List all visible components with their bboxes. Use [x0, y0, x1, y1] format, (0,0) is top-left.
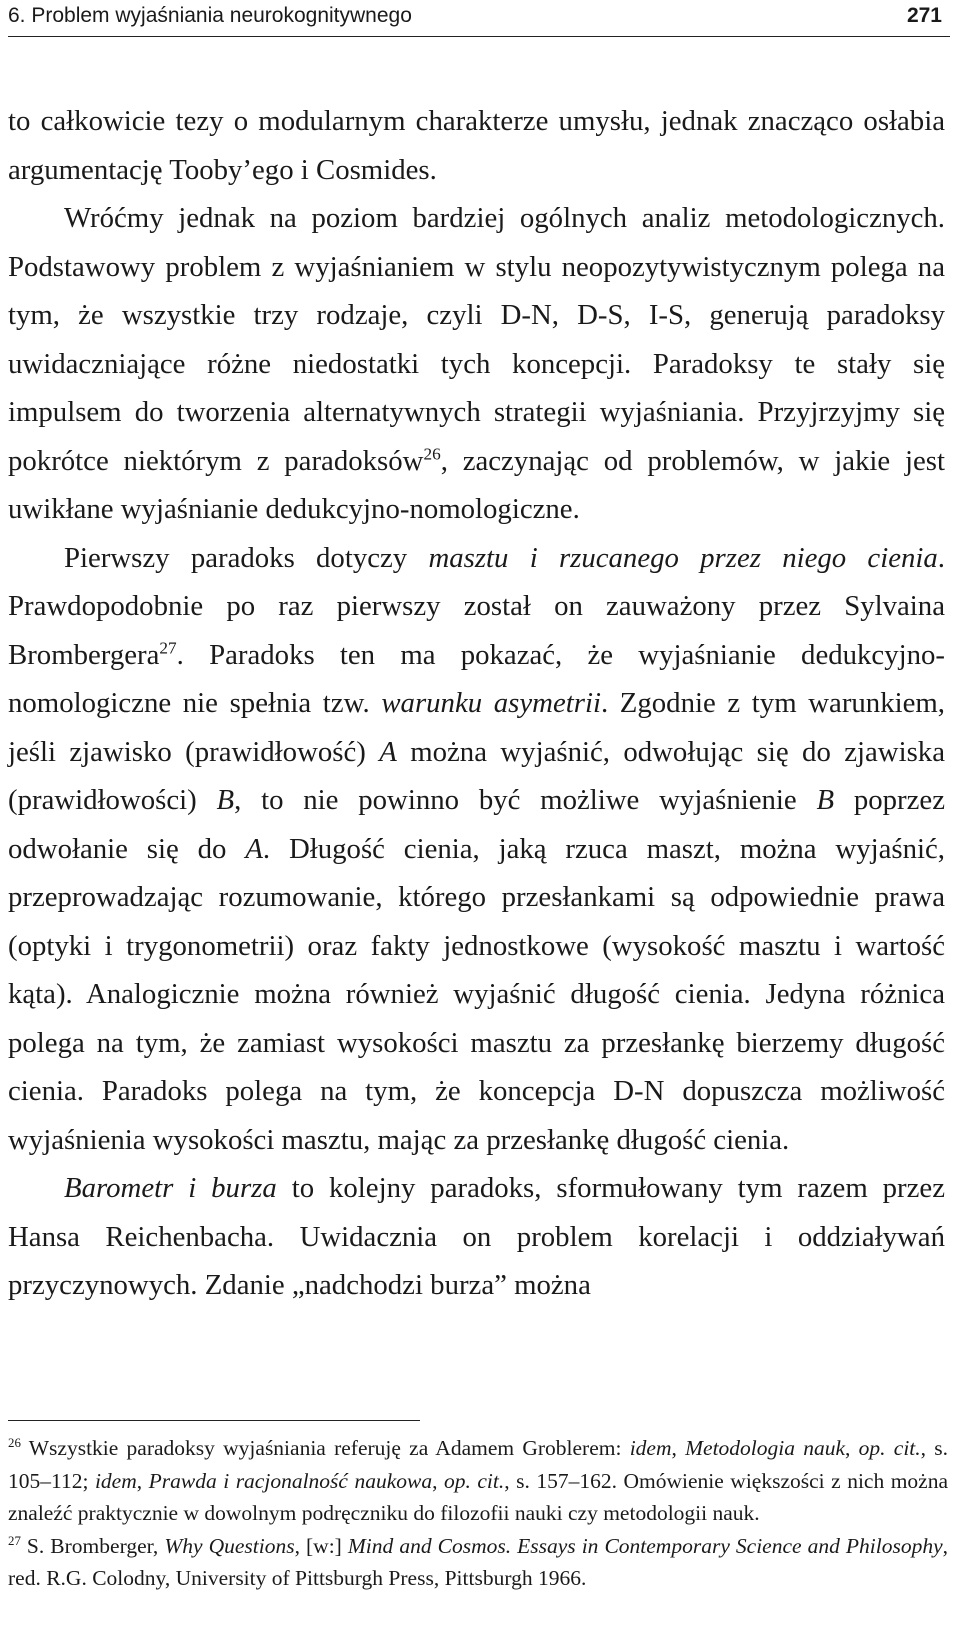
- footnote-text: ,: [432, 1468, 444, 1493]
- footnote-text: , s. 105–112;: [8, 1436, 949, 1493]
- paragraph-3-text-b: . Prawdopodobnie po raz pierwszy został on zauważony przez Sylvaina Brombergera: [8, 541, 945, 671]
- footnote-text: , s. 157–162. Omówienie większości z nich można znaleźć praktycznie w dowolnym podręczniku do filozofii nauki czy metodologii nauk.: [8, 1468, 949, 1525]
- paragraph-3-text-g: poprzez odwołanie się do: [8, 784, 945, 865]
- paragraph-3-text-c: . Paradoks ten ma pokazać, że wyjaśnianie dedukcyjno-nomologiczne nie spełnia tzw.: [8, 638, 945, 719]
- footnote-number: 27: [8, 1533, 21, 1548]
- footnote-text: , [w:]: [294, 1533, 348, 1558]
- footnote-text: ,: [136, 1468, 149, 1493]
- footnote-italic: op. cit.: [858, 1436, 921, 1460]
- paragraph-3-text-f: , to nie powinno być możliwe wyjaśnienie: [234, 784, 817, 816]
- paragraph-2-text-b: , zaczynając od problemów, w jakie jest uwikłane wyjaśnianie dedukcyjno-nomologiczne.: [8, 444, 945, 525]
- footnote-text: ,: [671, 1436, 686, 1460]
- footnote-italic: op. cit.: [444, 1468, 505, 1493]
- footnote-italic: Mind and Cosmos. Essays in Contemporary Science and Philosophy: [347, 1533, 943, 1558]
- paragraph-3-text-d: . Zgodnie z tym warunkiem, jeśli zjawisko (prawidłowość): [8, 687, 945, 768]
- paragraph-3-text-a: Pierwszy paradoks dotyczy: [64, 541, 429, 574]
- footnote-27: [8, 1530, 948, 1595]
- paragraph-4: [8, 1164, 945, 1310]
- footnote-italic: Prawda i racjonalność naukowa: [148, 1468, 433, 1493]
- footnote-text: ,: [845, 1436, 859, 1460]
- variable-b: B: [216, 784, 235, 816]
- paragraph-4-text: to kolejny paradoks, sformułowany tym razem przez Hansa Reichenbacha. Uwidacznia on problem korelacji i oddziaływań przyczynowych. Zdanie „nadchodzi burza” można: [8, 1172, 945, 1301]
- footnote-text: Wszystkie paradoksy wyjaśniania referuję za Adamem Groblerem:: [20, 1436, 630, 1460]
- paragraph-3-text-e: można wyjaśnić, odwołując się do zjawiska (prawidłowości): [8, 735, 945, 816]
- footnote-italic: idem: [629, 1436, 672, 1460]
- footnote-number: 26: [8, 1435, 21, 1450]
- footnote-italic: Metodologia nauk: [685, 1436, 846, 1460]
- running-header: [8, 0, 950, 37]
- footnote-italic: idem: [94, 1468, 137, 1493]
- variable-b: B: [816, 784, 835, 816]
- footnote-text: , red. R.G. Colodny, University of Pittsburgh Press, Pittsburgh 1966.: [8, 1533, 948, 1590]
- variable-a: A: [379, 735, 397, 768]
- page-number: 271: [906, 4, 942, 27]
- footnote-text: S. Bromberger,: [20, 1533, 165, 1558]
- paragraph-2: [8, 194, 945, 534]
- paragraph-3-text-h: . Długość cienia, jaką rzuca maszt, można wyjaśnić, przeprowadzając rozumowanie, którego przesłankami są odpowiednie prawa (optyki i trygonometrii) oraz fakty jednostkowe (wysokość masztu i wartość kąta). Analogicznie można również wyjaśnić długość cienia. Jedyna różnica polega na tym, że zamiast wysokości masztu za przesłankę bierzemy długość cienia. Paradoks polega na tym, że koncepcja D-N dopuszcza możliwość wyjaśnienia wysokości masztu, mając za przesłankę długość cienia.: [8, 832, 945, 1156]
- paragraph-3-italic-1: masztu i rzucanego przez niego cienia: [428, 541, 938, 574]
- footnote-26: [8, 1432, 948, 1530]
- variable-a: A: [245, 832, 263, 865]
- paragraph-1: to całkowicie tezy o modularnym charakterze umysłu, jednak znacząco osłabia argumentację Tooby’ego i Cosmides.: [8, 105, 945, 186]
- footnote-ref-27[interactable]: 27: [159, 637, 177, 657]
- footnote-ref-26[interactable]: 26: [423, 443, 441, 463]
- footnote-italic: Why Questions: [164, 1533, 295, 1558]
- paragraph-3: [8, 534, 945, 1165]
- footnotes: [8, 1432, 948, 1595]
- paragraph-4-italic: Barometr i burza: [64, 1172, 277, 1204]
- paragraph-2-text-a: Wróćmy jednak na poziom bardziej ogólnych analiz metodologicznych. Podstawowy problem z wyjaśnianiem w stylu neopozytywistycznym polega na tym, że wszystkie trzy rodzaje, czyli D-N, D-S, I-S, generują paradoksy uwidaczniające różne niedostatki tych koncepcji. Paradoksy te stały się impulsem do tworzenia alternatywnych strategii wyjaśniania. Przyjrzyjmy się pokrótce niektórym z paradoksów: [8, 202, 945, 477]
- paragraph-3-italic-2: warunku asymetrii: [381, 687, 601, 719]
- main-text: [8, 97, 945, 1310]
- chapter-title: 6. Problem wyjaśniania neurokognitywnego: [8, 4, 412, 27]
- footnote-separator: [8, 1420, 420, 1421]
